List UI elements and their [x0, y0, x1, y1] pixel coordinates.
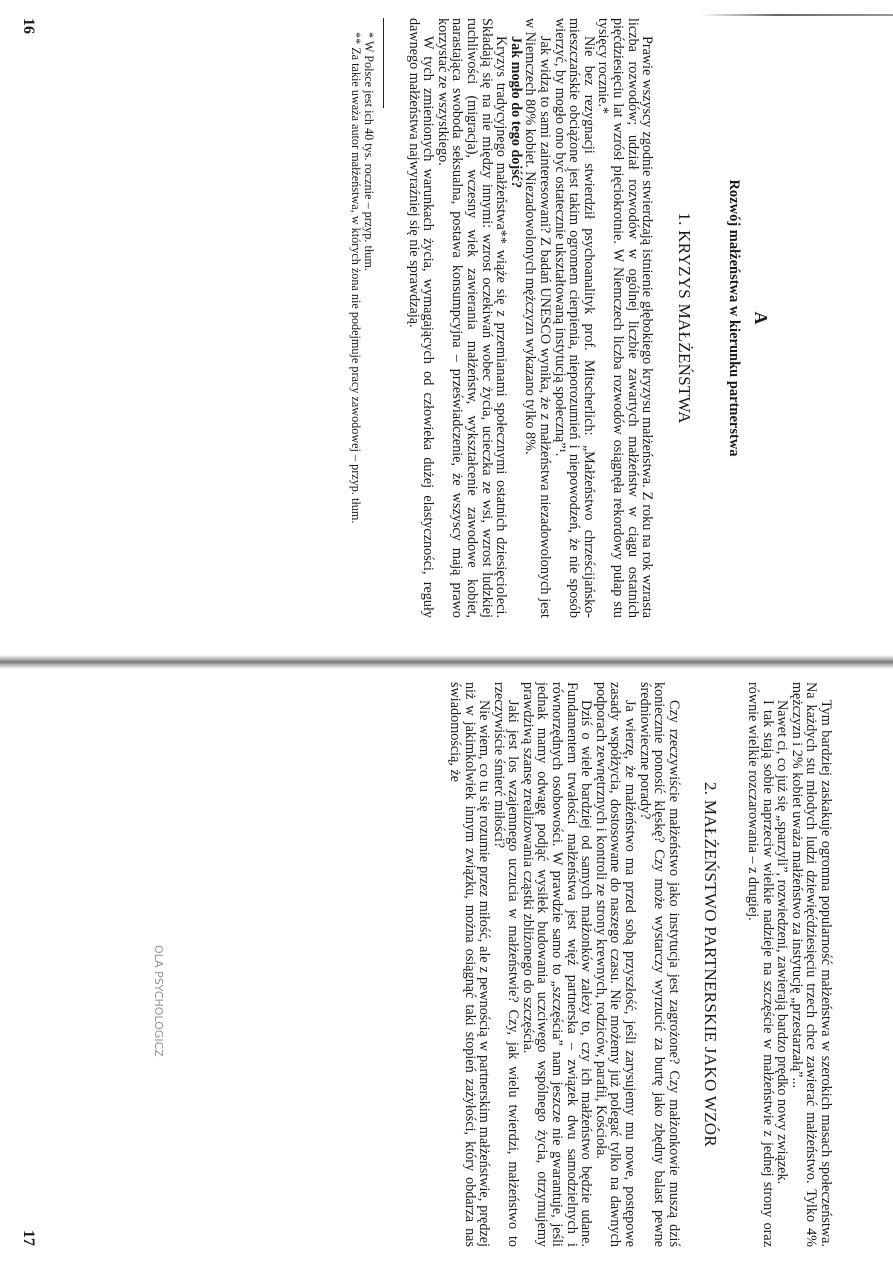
page-17 [0, 660, 893, 1263]
part-subtitle: Rozwój małżeństwa w kierunku partnerstwa [726, 179, 743, 457]
footnote: * W Polsce jest ich 40 tys. rocznie – przyp. tłum. [362, 32, 377, 271]
paragraph: W tych zmienionych warunkach życia, wymagających od człowieka dużej elastyczności, reguły dawnego małżeństwa najwyraźniej się nie sprawdzają. [405, 18, 437, 618]
paragraph: Nie bez rezygnacji stwierdził psychoanalityk prof. Mitscherlich: „Małżeństwo chrześcijańsko-mieszczańskie obciążone jest takim ogromem cierpienia, nieporozumień i niepowodzeń, że nie sposób wierzyć, by mogło ono być ostatecznie ukształtowaną instytucją społeczną”¹. [551, 18, 597, 618]
paragraph: Prawie wszyscy zgodnie stwierdzają istnienie głębokiego kryzysu małżeństwa. Z roku na rok wzrasta liczba rozwodów; udział rozwodów w ogólnej liczbie zawartych małżeństw w ciągu ostatnich pięćdziesięciu lat wzrósł pięciokrotnie. W Niemczech liczba rozwodów osiągnęła rekordowy pułap stu tysięcy rocznie.* [595, 18, 656, 618]
paragraph: Kryzys tradycyjnego małżeństwa** wiąże się z przemianami społecznymi ostatnich dziesięcioleci. Składają się na nie między innymi: wzrost oczekiwań wobec życia, ucieczka ze wsi, wzrost ludzkiej ruchliwości (migracja), wczesny wiek zawierania małżeństw, wykształcenie zawodowe kobiet, narastająca swoboda seksualna, postawa konsumpcyjna – przeświadczenie, że wszyscy mają prawo korzystać ze wszystkiego. [434, 18, 510, 618]
paragraph: Dziś o wiele bardziej od samych małżonków zależy to, czy ich małżeństwo będzie udane. Fundamentem trwałości małżeństwa jest więź partnerska – związek dwu samodzielnych i równorzędnych osobowości. W prawdzie samo to „szczęścia” nam jeszcze nie gwarantuje, jeśli jednak mamy odwagę podjąć wysiłek budowania uczciwego wspólnego życia, otrzymujemy prawdziwą szansę zrealizowania cząstki zbliżonego do szczęścia. [519, 682, 595, 1247]
paragraph: Jaki jest los wzajemnego uczucia w małżeństwie? Czy, jak wielu twierdzi, małżeństwo to rzeczywiście śmierć miłości? [490, 682, 522, 1247]
paragraph: Czy rzeczywiście małżeństwo jako instytucja jest zagrożone? Czy małżonkowie muszą dziś koniecznie ponosić klęskę? Czy może wystarczy wyrzucić za burtę jako zbędny balast pewne średniowieczne porady? [636, 682, 682, 1247]
chapter-1-title: 1. KRYZYS MAŁŻEŃSTWA [674, 212, 694, 424]
stamp-text: OLA PSYCHOLOGICZ [152, 945, 165, 1057]
footnote-divider [383, 18, 384, 108]
paragraph: Jak widzą to sami zainteresowani? Z badań UNESCO wynika, że z małżeństwa niezadowolonych jest w Niemczech 80% kobiet. Niezadowolonych mężczyzn wykazano tylko 8%. [522, 18, 554, 618]
library-stamp [152, 945, 285, 1095]
part-letter: A [751, 311, 771, 325]
paragraph: Nie wiem, co tu się rozumie przez miłość, ale z pewnością w partnerskim małżeństwie, prędzej niż w jakimkolwiek innym związku, można osiągnąć taki stopień zażyłości, który obdarza nas świadomością, że [446, 682, 493, 1247]
paragraph-question: Jak mogło do tego dojść? [507, 36, 524, 189]
paragraph: Nawet ci, co już się „sparzyli”, rozwiedzeni, zawierają bardzo prędko nowy związek. [774, 700, 791, 1185]
page-number: 17 [20, 1230, 37, 1246]
paragraph: Ja wierzę, że małżeństwo ma przed sobą przyszłość, jeśli zarysujemy mu nowe, postępowe zasady współżycia, dostosowane do naszego czasu. Nie możemy już polegać tylko na dawnych podporach zewnętrznych i kontroli ze strony krewnych, rodziców, parafii, Kościoła. [592, 682, 639, 1247]
footnote: ** Za takie uważa autor małżeństwa, w których żona nie podejmuje pracy zawodowej – przyp. tłum. [348, 32, 363, 524]
page-number: 16 [20, 18, 37, 34]
chapter-2-title: 2. MAŁŻEŃSTWO PARTNERSKIE JAKO WZÓR [701, 781, 721, 1148]
page-16-content [348, 18, 771, 618]
page-17-content [447, 682, 833, 1247]
paragraph: Tym bardziej zaskakuje ogromna popularność małżeństwa w szerokich masach społeczeństwa. Na każdych stu młodych ludzi dziewięćdziesięciu trzech chce zawierać małżeństwo. Tylko 4% mężczyzn i 2% kobiet uważa małżeństwo za instytucję „przestarzałą”... [788, 682, 834, 1247]
paragraph: I tak stają sobie naprzeciw wielkie nadzieje na szczęście w małżeństwie z jednej strony oraz równie wielkie rozczarowania – z drugiej. [745, 682, 776, 1247]
